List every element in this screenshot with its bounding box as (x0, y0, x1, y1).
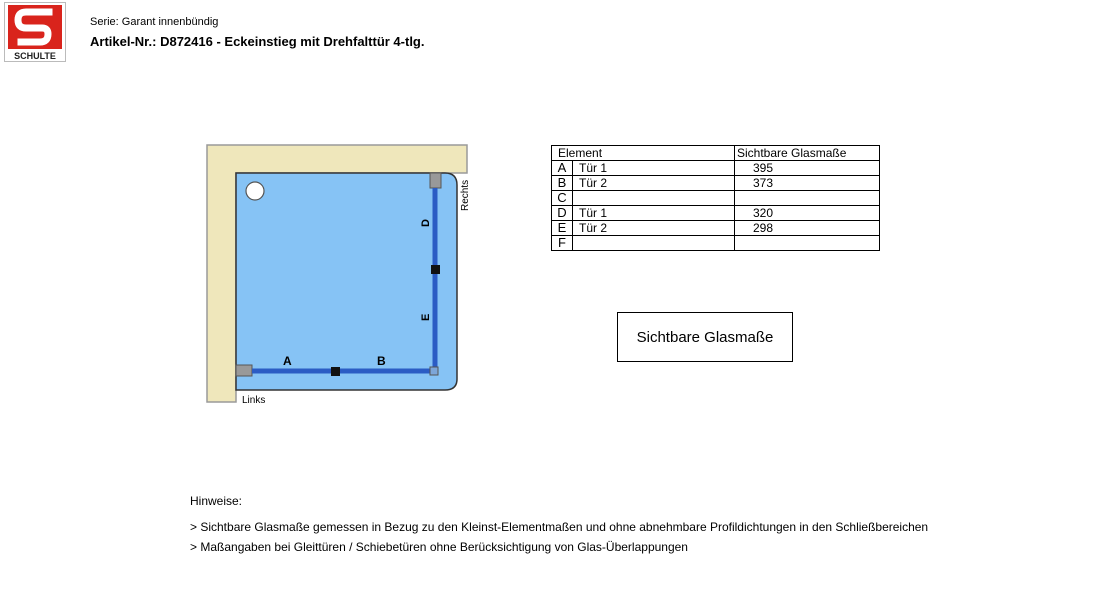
table-row (552, 206, 880, 221)
row-name: Tür 1 (573, 206, 735, 221)
corner-post (430, 367, 438, 375)
table-row (552, 221, 880, 236)
row-id: F (552, 236, 573, 251)
note-item: > Maßangaben bei Gleittüren / Schiebetüren ohne Berücksichtigung von Glas-Überlappungen (190, 540, 688, 554)
note-item: > Sichtbare Glasmaße gemessen in Bezug zu den Kleinst-Elementmaßen und ohne abnehmbare Profildichtungen in den Schließbereichen (190, 520, 929, 534)
header-element: Element (552, 146, 735, 161)
row-id: C (552, 191, 573, 206)
glass-dimensions-table (551, 145, 880, 251)
row-value: 320 (735, 206, 880, 221)
table-row (552, 236, 880, 251)
table-header-row (552, 146, 880, 161)
shower-tray (236, 173, 457, 390)
label-e: E (420, 313, 432, 321)
table-row (552, 191, 880, 206)
table-row (552, 176, 880, 191)
label-links: Links (242, 395, 266, 406)
table-row (552, 161, 880, 176)
row-name: Tür 1 (573, 161, 735, 176)
notes-title: Hinweise: (190, 494, 243, 508)
label-d: D (420, 219, 432, 227)
row-value (735, 236, 880, 251)
schulte-logo (4, 2, 66, 62)
row-id: A (552, 161, 573, 176)
serie-label: Serie: Garant innenbündig (90, 16, 219, 28)
row-name: Tür 2 (573, 176, 735, 191)
row-name (573, 236, 735, 251)
floor-plan-diagram (205, 143, 475, 408)
logo-wordmark: SCHULTE (14, 51, 56, 61)
artikel-title: Artikel-Nr.: D872416 - Eckeinstieg mit Drehfalttür 4-tlg. (90, 34, 425, 49)
row-id: E (552, 221, 573, 236)
header-glasmasse: Sichtbare Glasmaße (735, 146, 880, 161)
drain (246, 182, 264, 200)
label-b: B (377, 354, 386, 368)
wall-profile-right (430, 173, 441, 188)
row-value: 298 (735, 221, 880, 236)
row-value: 373 (735, 176, 880, 191)
row-name: Tür 2 (573, 221, 735, 236)
wall-profile-left (236, 365, 252, 376)
row-id: B (552, 176, 573, 191)
glasmasse-box: Sichtbare Glasmaße (617, 312, 793, 362)
row-name (573, 191, 735, 206)
row-value: 395 (735, 161, 880, 176)
label-rechts: Rechts (460, 179, 471, 211)
hinge-ab (331, 367, 340, 376)
hinge-de (431, 265, 440, 274)
row-id: D (552, 206, 573, 221)
row-value (735, 191, 880, 206)
label-a: A (283, 354, 292, 368)
